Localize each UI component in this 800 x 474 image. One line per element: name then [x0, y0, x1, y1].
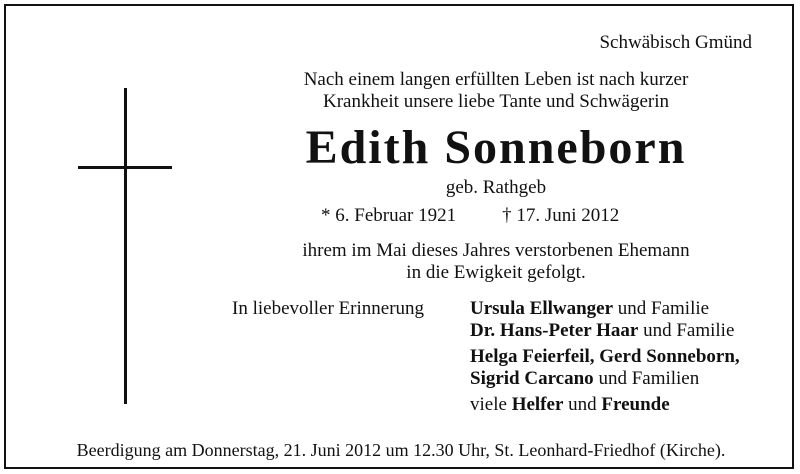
mourner-line — [470, 394, 740, 416]
intro-line: Nach einem langen erfüllten Leben ist nach kurzer — [303, 69, 689, 90]
mourner-line — [470, 346, 740, 368]
mourner-group — [470, 346, 740, 390]
life-dates — [321, 205, 619, 227]
mourner-conjunction: und — [563, 394, 602, 415]
mourner-line — [470, 368, 740, 390]
mourner-name: Dr. Hans-Peter Haar — [470, 320, 639, 341]
mourner-suffix: und Familie — [613, 298, 710, 319]
mourner-name: Helfer — [511, 394, 564, 415]
mourners-list — [470, 298, 740, 416]
cross-icon — [76, 88, 176, 408]
funeral-info: Beerdigung am Donnerstag, 21. Juni 2012 um 12.30 Uhr, St. Leonhard-Friedhof (Kirche). — [76, 440, 726, 460]
mourner-name: Sigrid Carcano — [470, 368, 594, 389]
mourner-name: Ursula Ellwanger — [470, 298, 614, 319]
intro-line: Krankheit unsere liebe Tante und Schwägerin — [322, 91, 669, 112]
death-date: † 17. Juni 2012 — [502, 205, 620, 226]
mourner-prefix: viele — [470, 394, 512, 415]
mourner-suffix: und Familien — [593, 368, 700, 389]
followed-line: in die Ewigkeit gefolgt. — [406, 262, 586, 283]
mourner-line — [470, 320, 740, 342]
deceased-name: Edith Sonneborn — [305, 121, 687, 174]
mourner-suffix: und Familie — [638, 320, 735, 341]
mourner-line — [470, 298, 740, 320]
memory-label: In liebevoller Erinnerung — [232, 298, 425, 319]
place-name: Schwäbisch Gmünd — [599, 32, 752, 53]
mourner-group — [470, 298, 740, 342]
mourner-name: Helga Feierfeil, Gerd Sonneborn, — [470, 346, 740, 367]
intro-text — [206, 69, 786, 113]
mourner-name: Freunde — [601, 394, 670, 415]
followed-line: ihrem im Mai dieses Jahres verstorbenen Ehemann — [302, 240, 690, 261]
followed-text — [206, 240, 786, 284]
birth-date: * 6. Februar 1921 — [321, 205, 457, 226]
mourner-group — [470, 394, 740, 416]
obituary-notice — [4, 4, 794, 469]
maiden-name: geb. Rathgeb — [445, 177, 547, 198]
